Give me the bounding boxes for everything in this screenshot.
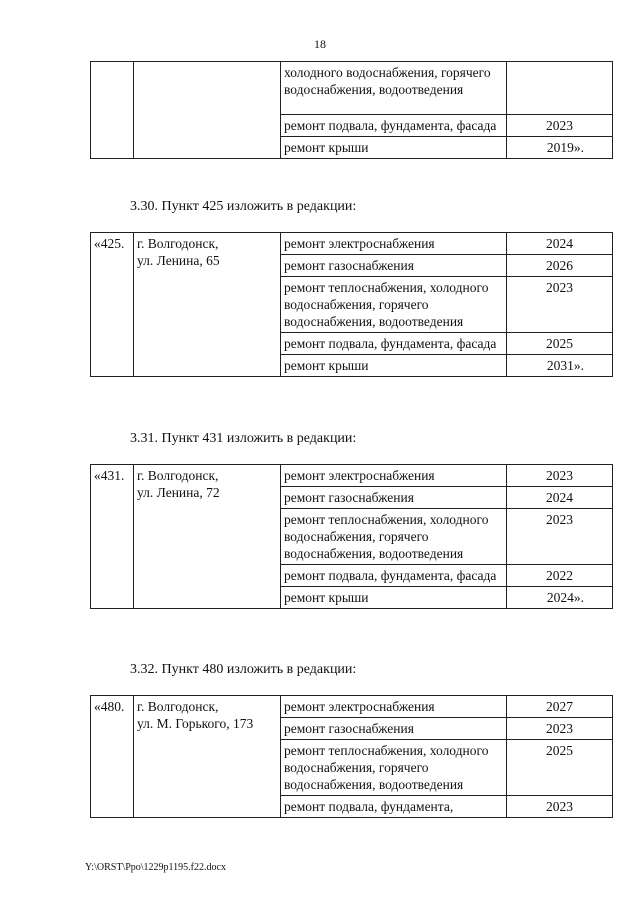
year-cell: 2023: [507, 796, 613, 818]
work-cell: ремонт теплоснабжения, холодного водоснабжения, горячего водоснабжения, водоотведения: [281, 509, 507, 565]
year-cell: 2022: [507, 565, 613, 587]
year-cell: 2023: [507, 115, 613, 137]
work-cell: ремонт электроснабжения: [281, 696, 507, 718]
address-cell: [134, 233, 281, 377]
year-cell: 2024: [507, 233, 613, 255]
year-cell: 2025: [507, 740, 613, 796]
address-city: г. Волгодонск,: [137, 468, 219, 483]
work-cell: ремонт электроснабжения: [281, 233, 507, 255]
year-cell: 2023: [507, 465, 613, 487]
item-table: [90, 232, 613, 377]
work-cell: ремонт подвала, фундамента, фасада: [281, 565, 507, 587]
year-cell: 2026: [507, 255, 613, 277]
item-table: [90, 464, 613, 609]
work-cell: ремонт электроснабжения: [281, 465, 507, 487]
work-cell: ремонт подвала, фундамента, фасада: [281, 115, 507, 137]
address-cell: [134, 62, 281, 159]
item-number: «425.: [91, 233, 134, 377]
number-cell: [91, 62, 134, 159]
year-cell: 2023: [507, 509, 613, 565]
table-row: [91, 465, 613, 487]
work-cell: ремонт подвала, фундамента, фасада: [281, 333, 507, 355]
address-cell: [134, 696, 281, 818]
work-cell: холодного водоснабжения, горячего водоснабжения, водоотведения: [281, 62, 507, 115]
item-number: «431.: [91, 465, 134, 609]
year-cell: 2031».: [507, 355, 613, 377]
file-path-footer: Y:\ORST\Ppo\1229p1195.f22.docx: [85, 862, 226, 873]
work-cell: ремонт крыши: [281, 587, 507, 609]
address-city: г. Волгодонск,: [137, 699, 219, 714]
section-heading: 3.31. Пункт 431 изложить в редакции:: [130, 431, 357, 446]
address-street: ул. Ленина, 72: [137, 485, 220, 500]
work-cell: ремонт газоснабжения: [281, 487, 507, 509]
work-cell: ремонт подвала, фундамента,: [281, 796, 507, 818]
work-cell: ремонт теплоснабжения, холодного водоснабжения, горячего водоснабжения, водоотведения: [281, 740, 507, 796]
item-number: «480.: [91, 696, 134, 818]
section-heading: 3.30. Пункт 425 изложить в редакции:: [130, 199, 357, 214]
address-city: г. Волгодонск,: [137, 236, 219, 251]
year-cell: [507, 62, 613, 115]
work-cell: ремонт газоснабжения: [281, 255, 507, 277]
table-row: [91, 62, 613, 115]
table-row: [91, 233, 613, 255]
address-street: ул. Ленина, 65: [137, 253, 220, 268]
year-cell: 2023: [507, 718, 613, 740]
year-cell: 2027: [507, 696, 613, 718]
year-cell: 2025: [507, 333, 613, 355]
work-cell: ремонт крыши: [281, 137, 507, 159]
year-cell: 2023: [507, 277, 613, 333]
work-cell: ремонт крыши: [281, 355, 507, 377]
year-cell: 2024: [507, 487, 613, 509]
continuation-table: [90, 61, 613, 159]
year-cell: 2019».: [507, 137, 613, 159]
section-heading: 3.32. Пункт 480 изложить в редакции:: [130, 662, 357, 677]
work-cell: ремонт газоснабжения: [281, 718, 507, 740]
item-table: [90, 695, 613, 818]
address-street: ул. М. Горького, 173: [137, 716, 254, 731]
table-row: [91, 696, 613, 718]
year-cell: 2024».: [507, 587, 613, 609]
page-number: 18: [314, 37, 326, 51]
work-cell: ремонт теплоснабжения, холодного водоснабжения, горячего водоснабжения, водоотведения: [281, 277, 507, 333]
address-cell: [134, 465, 281, 609]
